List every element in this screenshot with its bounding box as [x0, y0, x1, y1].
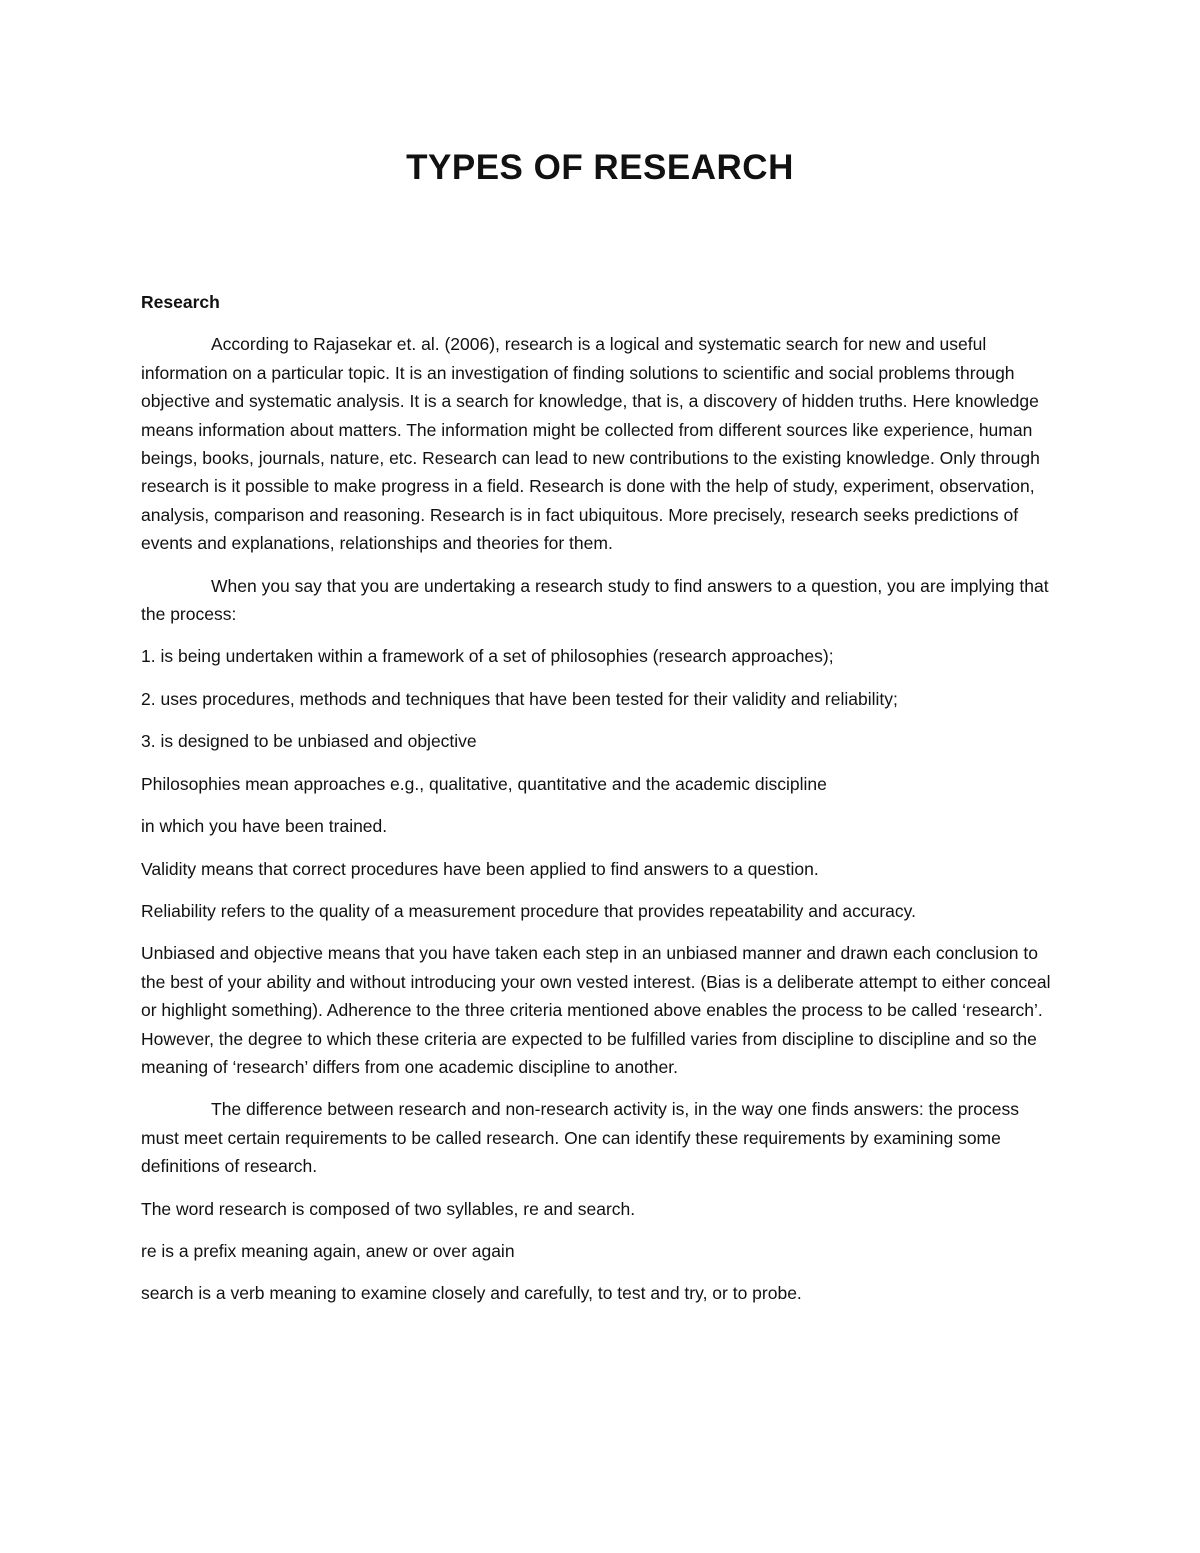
paragraph-validity: Validity means that correct procedures have been applied to find answers to a question. — [141, 858, 819, 879]
paragraph-philosophies: Philosophies mean approaches e.g., qualitative, quantitative and the academic discipline — [141, 773, 827, 794]
paragraph-word-research: The word research is composed of two syllables, re and search. — [141, 1198, 636, 1219]
section-heading: Research — [141, 292, 220, 312]
list-item-3: 3. is designed to be unbiased and objective — [141, 731, 477, 752]
paragraph-reliability: Reliability refers to the quality of a measurement procedure that provides repeatability and accuracy. — [141, 900, 916, 921]
document-body — [141, 288, 1061, 1322]
paragraph-verb-search: search is a verb meaning to examine closely and carefully, to test and try, or to probe. — [141, 1283, 802, 1304]
list-item-1: 1. is being undertaken within a framework of a set of philosophies (research approaches); — [141, 646, 834, 667]
paragraph-discipline: in which you have been trained. — [141, 816, 388, 837]
paragraph-unbiased: Unbiased and objective means that you have taken each step in an unbiased manner and drawn each conclusion to the best of your ability and without introducing your own vested interest. (Bias is a deliberate attempt to either conceal or highlight something). Adherence to the three criteria mentioned above enables the process to be called ‘research’. However, the degree to which these criteria are expected to be fulfilled varies from discipline to discipline and so the meaning of ‘research’ differs from one academic discipline to another. — [141, 943, 1051, 1077]
document-title: TYPES OF RESEARCH — [406, 148, 794, 187]
list-item-2: 2. uses procedures, methods and techniques that have been tested for their validity and reliability; — [141, 688, 898, 709]
paragraph-process-intro: When you say that you are undertaking a research study to find answers to a question, you are implying that the process: — [141, 575, 1049, 625]
paragraph-difference: The difference between research and non-research activity is, in the way one finds answers: the process must meet certain requirements to be called research. One can identify these requirements by examining some definitions of research. — [141, 1099, 1020, 1177]
paragraph-prefix-re: re is a prefix meaning again, anew or over again — [141, 1240, 515, 1261]
paragraph-definition: According to Rajasekar et. al. (2006), research is a logical and systematic search for new and useful information on a particular topic. It is an investigation of finding solutions to scientific and social problems through objective and systematic analysis. It is a search for knowledge, that is, a discovery of hidden truths. Here knowledge means information about matters. The information might be collected from different sources like experience, human beings, books, journals, nature, etc. Research can lead to new contributions to the existing knowledge. Only through research is it possible to make progress in a field. Research is done with the help of study, experiment, observation, analysis, comparison and reasoning. Research is in fact ubiquitous. More precisely, research seeks predictions of events and explanations, relationships and theories for them. — [141, 334, 1040, 554]
